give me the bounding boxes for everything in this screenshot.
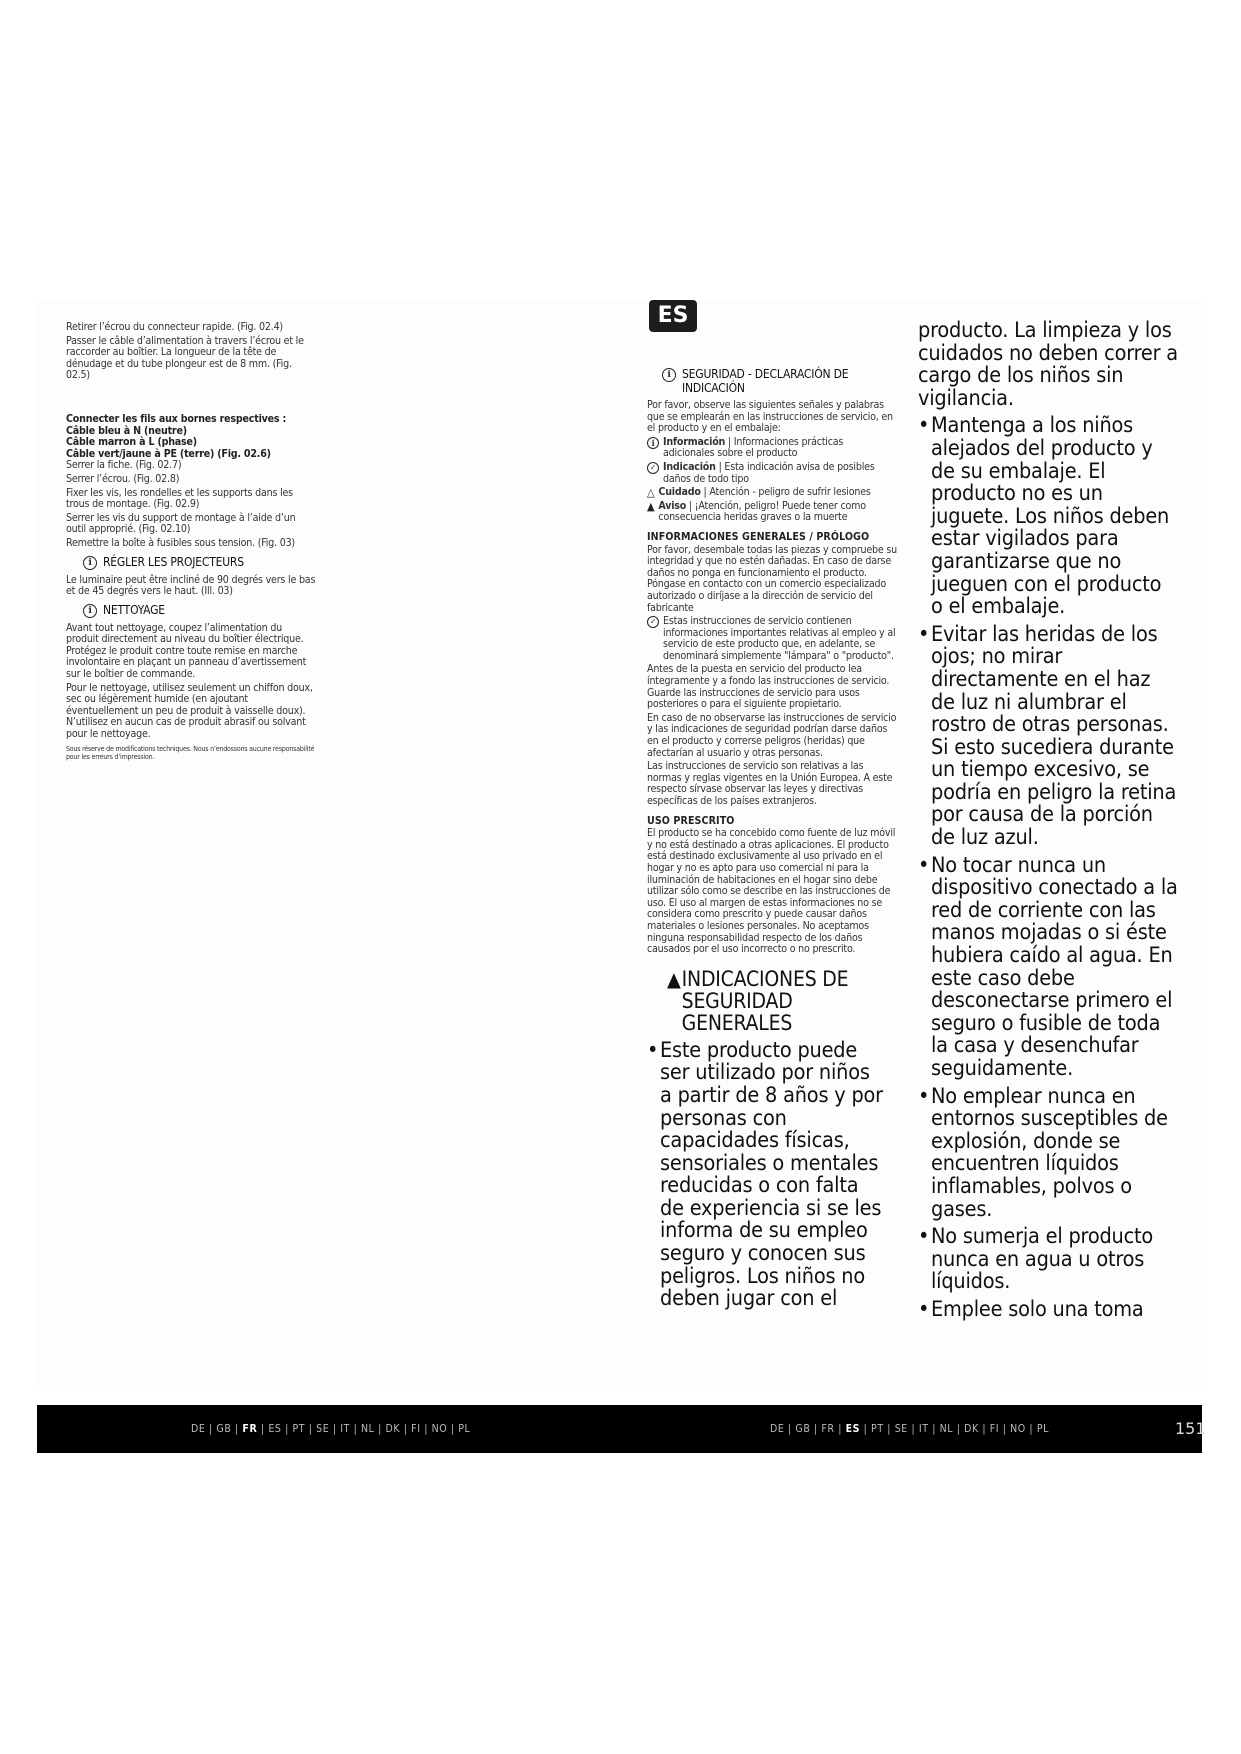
- left-page: [37, 300, 637, 1390]
- projectors-heading-text: RÉGLER LES PROJECTEURS: [103, 554, 244, 569]
- check-icon: ✓: [647, 462, 659, 474]
- footer-bar: [37, 1405, 1206, 1453]
- language-badge: ES: [649, 300, 697, 332]
- nav-text[interactable]: DE | GB |: [191, 1423, 243, 1435]
- warning-icon: ▲: [647, 499, 655, 513]
- step: Serrer la fiche. (Fig. 02.7): [66, 459, 182, 472]
- signal-indication: [647, 462, 897, 485]
- intro-line: Retirer l’écrou du connecteur rapide. (Fig. 02.4): [66, 321, 283, 333]
- list-item: • Mantenga a los niños alejados del producto y de su embalaje. El producto no es un juguete. Los niños deben estar vigilados para garantizarse que no jueguen con el producto o el embalaje.: [918, 415, 1178, 618]
- nav-active-language[interactable]: FR: [242, 1423, 258, 1435]
- step: Fixer les vis, les rondelles et les supports dans les trous de montage. (Fig. 02.9): [66, 486, 293, 511]
- signal-caution: [647, 487, 897, 499]
- wire-item: Câble vert/jaune à PE (terre) (Fig. 02.6): [66, 447, 271, 460]
- list-item-continuation: producto. La limpieza y los cuidados no deben correr a cargo de los niños sin vigilancia.: [918, 318, 1178, 411]
- use-paragraph: El producto se ha concebido como fuente de luz móvil y no está destinado a otras aplicaciones. El producto está destinado exclusivamente al uso privado en el hogar y no es apto para uso comercial ni para la iluminación de habitaciones en el hogar sino debe utilizar sólo como se describe en las instrucciones de uso. El uso al margen de estas informaciones no se considera como prescrito y puede causar daños materiales o lesiones personales. No aceptamos ninguna responsabilidad respecto de los daños causados por el uso incorrecto o no prescrito.: [647, 827, 896, 956]
- right-right-column: [918, 320, 1178, 1327]
- info-icon: i: [83, 604, 97, 618]
- general-safety-heading-text: INDICACIONES DE SEGURIDAD GENERALES: [681, 966, 849, 1035]
- nav-text[interactable]: | ES | PT | SE | IT | NL | DK | FI | NO | PL: [257, 1423, 471, 1435]
- signal-warning: [647, 501, 897, 524]
- safety-heading-text: SEGURIDAD - DECLARACIÓN DE INDICACIÓN: [682, 367, 849, 395]
- safety-intro: Por favor, observe las siguientes señales y palabras que se emplearán en las instrucciones de servicio, en el producto y en el embalaje:: [647, 399, 893, 435]
- use-heading: USO PRESCRITO: [647, 814, 735, 827]
- signal-label: Cuidado: [658, 486, 701, 499]
- intro-line: Passer le câble d’alimentation à travers l’écrou et le raccorder au boîtier. La longueur de la tête de dénudage et du tube plongeur est de 8 mm. (Fig. 02.5): [66, 334, 304, 382]
- signal-text: | Esta indicación avisa de posibles daños de todo tipo: [663, 460, 875, 485]
- projectors-text: Le luminaire peut être incliné de 90 degrés vers le bas et de 45 degrés vers le haut. (Ill. 03): [66, 573, 316, 598]
- info-icon: i: [83, 556, 97, 570]
- right-left-column: [647, 362, 897, 1316]
- list-item: • Este producto puede ser utilizado por niños a partir de 8 años y por personas con capacidades físicas, sensoriales o mentales reducidas o con falta de experiencia si se les informa de su empleo seguro y conocen sus peligros. Los niños no deben jugar con el: [647, 1040, 885, 1311]
- nav-text[interactable]: | PT | SE | IT | NL | DK | FI | NO | PL: [860, 1423, 1049, 1435]
- signal-text: | Informaciones prácticas adicionales sobre el producto: [663, 435, 844, 460]
- safety-list-left: [647, 1037, 885, 1312]
- warning-icon: ▲: [667, 966, 681, 991]
- projectors-section-heading: [83, 556, 316, 570]
- nav-text[interactable]: DE | GB | FR |: [770, 1423, 846, 1435]
- cleaning-paragraph: Avant tout nettoyage, coupez l’alimentation du produit directement au niveau du boîtier électrique. Protégez le produit contre toute remise en marche involontaire en plaçant un panneau d’avertissement sur le boîtier de commande.: [66, 621, 307, 681]
- list-item: • Evitar las heridas de los ojos; no mirar directamente en el haz de luz ni alumbrar el rostro de otras personas. Si esto sucediera durante un tiempo excesivo, se podría en peligro la retina por causa de la porción de luz azul.: [918, 624, 1178, 850]
- general-paragraph: Antes de la puesta en servicio del producto lea íntegramente y a fondo las instrucciones de servicio. Guarde las instrucciones de servicio para usos posteriores o para el siguiente propietario.: [647, 663, 890, 711]
- safety-list-right: [918, 320, 1178, 1322]
- language-nav-right: [770, 1423, 1049, 1435]
- signal-label: Indicación: [663, 460, 716, 473]
- general-safety-heading: [667, 968, 897, 1034]
- list-item: • No emplear nunca en entornos susceptibles de explosión, donde se encuentren líquidos inflamables, polvos o gases.: [918, 1086, 1178, 1222]
- right-page: [637, 300, 1202, 1390]
- check-icon: ✓: [647, 616, 659, 628]
- signal-label: Información: [663, 435, 726, 448]
- cleaning-heading-text: NETTOYAGE: [103, 602, 165, 617]
- general-paragraph: Estas instrucciones de servicio contienen informaciones importantes relativas al empleo y al servicio de este producto que, en adelante, se denominará simplemente "lámpara" o "producto".: [663, 615, 896, 662]
- safety-heading: [662, 368, 897, 395]
- general-paragraph: En caso de no observarse las instrucciones de servicio y las indicaciones de seguridad podrían darse daños en el producto y correrse peligros (heridas) que afectarían al usuario y otras personas.: [647, 711, 897, 759]
- caution-icon: △: [647, 486, 655, 500]
- list-item: • No tocar nunca un dispositivo conectado a la red de corriente con las manos mojadas o si éste hubiera caído al agua. En este caso debe desconectarse primero el seguro o fusible de toda la casa y desenchufar seguidamente.: [918, 855, 1178, 1081]
- info-icon: i: [647, 437, 659, 449]
- signal-label: Aviso: [658, 499, 687, 512]
- page-number: 151: [1175, 1419, 1206, 1438]
- general-heading: INFORMACIONES GENERALES / PRÓLOGO: [647, 530, 870, 543]
- info-icon: i: [662, 368, 676, 382]
- language-nav-left: [191, 1423, 470, 1435]
- list-item: • No sumerja el producto nunca en agua u otros líquidos.: [918, 1226, 1178, 1294]
- list-item: • Emplee solo una toma: [918, 1299, 1178, 1322]
- wire-item: Câble bleu à N (neutre): [66, 424, 187, 437]
- signal-info: [647, 437, 897, 460]
- step: Remettre la boîte à fusibles sous tension. (Fig. 03): [66, 536, 295, 549]
- disclaimer: Sous réserve de modifications techniques. Nous n’endossons aucune responsabilité pour les erreurs d’impression.: [66, 744, 315, 761]
- wire-item: Câble marron à L (phase): [66, 436, 197, 449]
- connect-heading: Connecter les fils aux bornes respectives :: [66, 412, 287, 425]
- nav-active-language[interactable]: ES: [845, 1423, 861, 1435]
- signal-text: | ¡Atención, peligro! Puede tener como consecuencia heridas graves o la muerte: [658, 499, 866, 524]
- general-paragraph: Por favor, desembale todas las piezas y compruebe su integridad y que no estén dañadas. En caso de darse daños no ponga en funcionamiento el producto. Póngase en contacto con un comercio especializado autorizado o diríjase a la dirección de servicio del fabricante: [647, 543, 898, 614]
- left-column: [66, 322, 316, 763]
- general-note: [647, 616, 897, 662]
- general-paragraph: Las instrucciones de servicio son relativas a las normas y reglas vigentes en la Unión Europea. A este respecto sírvase observar las leyes y directivas específicas de los países extranjeros.: [647, 760, 893, 807]
- step: Serrer l’écrou. (Fig. 02.8): [66, 472, 180, 485]
- step: Serrer les vis du support de montage à l’aide d’un outil approprié. (Fig. 02.10): [66, 511, 296, 536]
- signal-text: | Atención - peligro de sufrir lesiones: [700, 486, 871, 499]
- cleaning-paragraph: Pour le nettoyage, utilisez seulement un chiffon doux, sec ou légèrement humide (en ajoutant éventuellement un peu de produit à vaisselle doux). N’utilisez en aucun cas de produit abrasif ou solvant pour le nettoyage.: [66, 681, 313, 741]
- cleaning-section-heading: [83, 604, 316, 618]
